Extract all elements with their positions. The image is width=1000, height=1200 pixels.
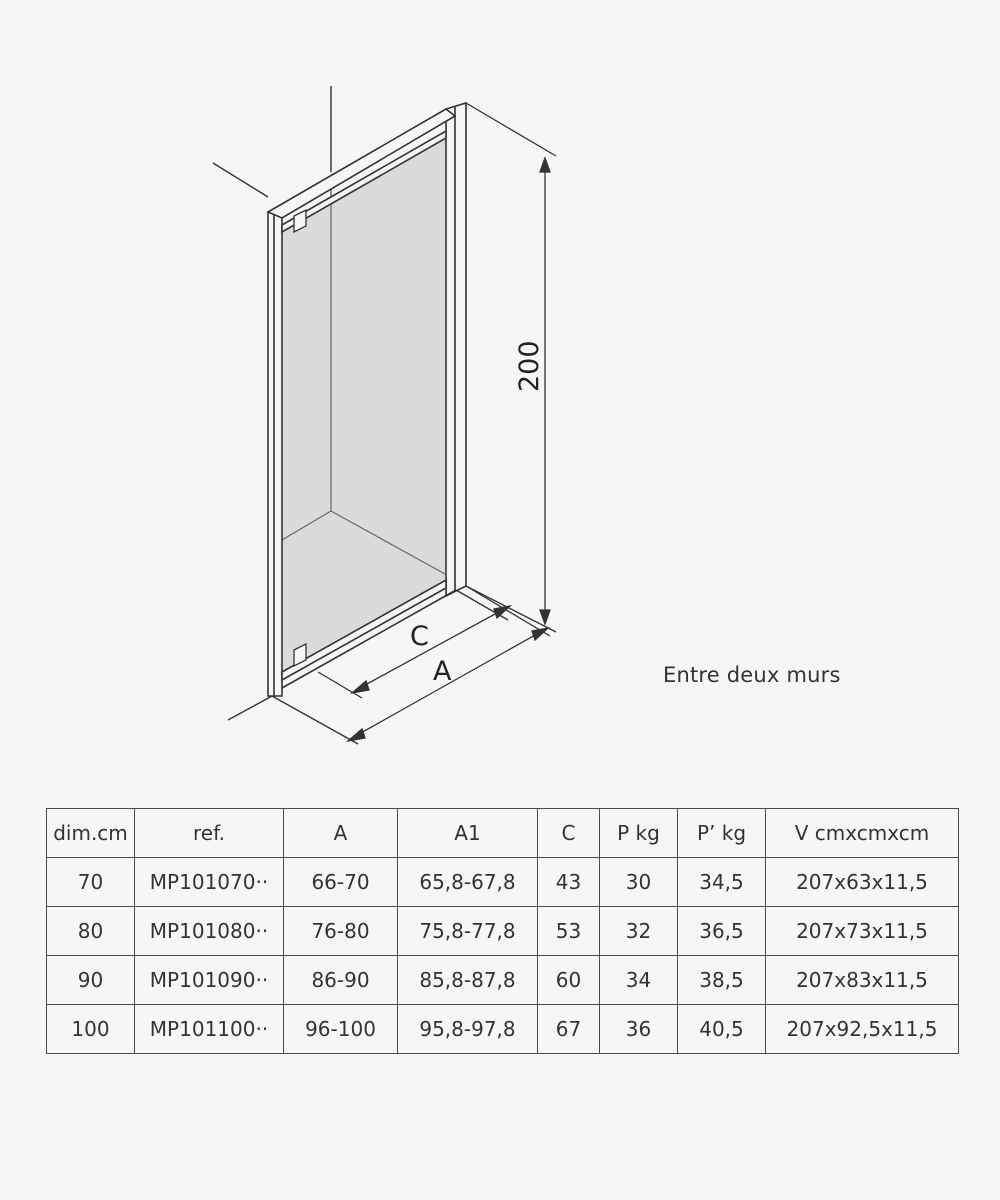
header-cell: A1: [398, 809, 538, 858]
table-cell: 43: [538, 858, 600, 907]
table-row: [47, 956, 959, 1005]
table-cell: 34,5: [678, 858, 766, 907]
table-cell: 207x83x11,5: [766, 956, 959, 1005]
header-cell: P’ kg: [678, 809, 766, 858]
table-cell: 75,8-77,8: [398, 907, 538, 956]
table-cell: 207x73x11,5: [766, 907, 959, 956]
table-row: [47, 1005, 959, 1054]
installation-caption: Entre deux murs: [663, 663, 841, 687]
table-cell: 70: [47, 858, 135, 907]
table-cell: 34: [600, 956, 678, 1005]
table-cell: MP101100··: [135, 1005, 284, 1054]
table-cell: 76-80: [284, 907, 398, 956]
table-cell: 207x63x11,5: [766, 858, 959, 907]
table-cell: 85,8-87,8: [398, 956, 538, 1005]
specification-table: [46, 808, 959, 1054]
table-cell: 96-100: [284, 1005, 398, 1054]
table-cell: 95,8-97,8: [398, 1005, 538, 1054]
table-cell: 36,5: [678, 907, 766, 956]
table-cell: MP101080··: [135, 907, 284, 956]
header-cell: V cmxcmxcm: [766, 809, 959, 858]
table-cell: 38,5: [678, 956, 766, 1005]
header-cell: A: [284, 809, 398, 858]
table-cell: 60: [538, 956, 600, 1005]
table-row: [47, 858, 959, 907]
table-cell: 86-90: [284, 956, 398, 1005]
table-header-row: [47, 809, 959, 858]
table-cell: 66-70: [284, 858, 398, 907]
table-cell: 32: [600, 907, 678, 956]
table-cell: 67: [538, 1005, 600, 1054]
table-cell: 207x92,5x11,5: [766, 1005, 959, 1054]
table-row: [47, 907, 959, 956]
table-cell: 90: [47, 956, 135, 1005]
c-label: C: [410, 621, 429, 652]
height-label: 200: [514, 340, 545, 392]
table-cell: 53: [538, 907, 600, 956]
table-cell: 36: [600, 1005, 678, 1054]
table-cell: 100: [47, 1005, 135, 1054]
header-cell: C: [538, 809, 600, 858]
header-cell: P kg: [600, 809, 678, 858]
table-cell: MP101070··: [135, 858, 284, 907]
a-label: A: [433, 656, 452, 687]
table-cell: 40,5: [678, 1005, 766, 1054]
table-cell: 80: [47, 907, 135, 956]
table-cell: 30: [600, 858, 678, 907]
header-cell: ref.: [135, 809, 284, 858]
table-cell: 65,8-67,8: [398, 858, 538, 907]
header-cell: dim.cm: [47, 809, 135, 858]
table-cell: MP101090··: [135, 956, 284, 1005]
